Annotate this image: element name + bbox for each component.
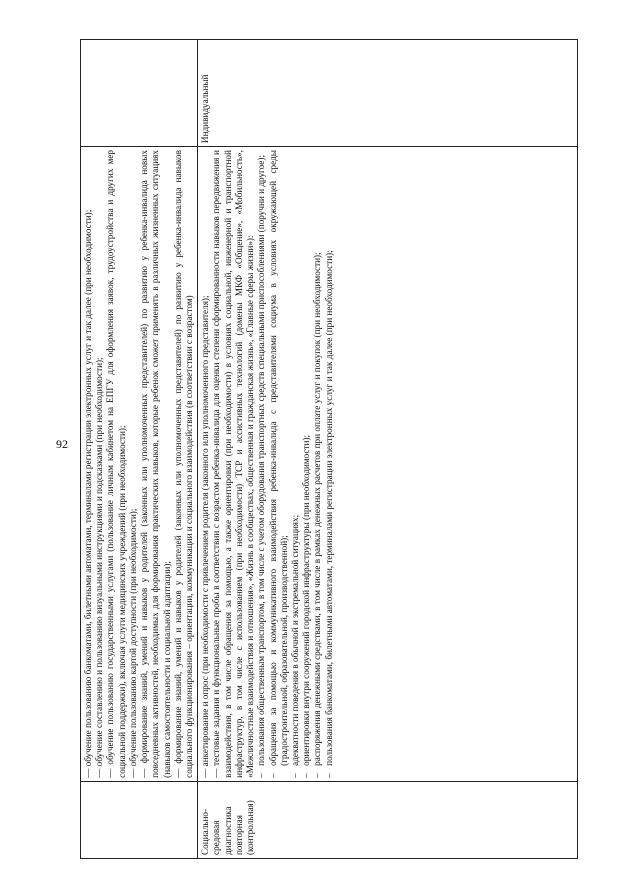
sub-list-item [290,150,301,778]
list-item: — тестовые задания и функциональные пробы в соответствии с возрастом ребенка-инвалида для оценки степени сформированности навыков передвижения и взаимодействия, в том числе обращения за помощью, а также ориентировки (при необходимости) в условиях социальной, инженерной и транспортной инфраструктур, в том числе с использованием (при необходимости) ТСР и ассистивных технологий (домены МКФ «Общение», «Мобильность», «Межличностные взаимодействия и отношения», «Жизнь в сообществах, общественная и гражданская жизнь», «Главные сферы жизни»): [211,150,256,778]
page-number: 92 [56,437,68,451]
dash-marker: – [289,773,300,778]
content-cell [81,147,198,782]
stage-cell: Социально-средовая диагностика повторная (контрольная) [198,781,578,858]
sub-list-item [301,150,312,778]
list-item: — формирование знаний, умений и навыков у родителей (законных или уполномоченных представителей) по развитию у ребенка-инвалида новых повседневных активностей, необходимых для формирования практических навыков, которые ребенок сможет применять в различных жизненных ситуациях (навыков самостоятельности и социальной адаптации); [139,150,172,778]
sub-list-item-text: адекватности поведения в обычной и экстремальной ситуациях; [289,514,300,766]
sub-list-item [268,150,290,778]
content-cell [198,147,578,782]
stage-cell-empty [81,781,198,858]
dash-marker: – [301,773,312,778]
sub-list-item-text: пользования банкоматами, билетными автоматами, терминалами регистрации электронных услуг и так далее (при необходимости); [323,250,334,766]
dash-marker: – [312,773,323,778]
list-item: — обучение составлению и пользованию визуальными инструкциями и подсказками (при необходимости); [94,357,105,778]
list-item: — формирование знаний, умений и навыков у родителей (законных или уполномоченных представителей) по развитию у ребенка-инвалида навыков социального функционирования – ориентации, коммуникации и социального взаимодействия (в соответствии с возрастом) [172,150,194,778]
list-item: — обучение пользованию банкоматами, билетными автоматами, терминалами регистрации электронных услуг и так далее (при необходимости); [83,209,93,778]
table-row [81,40,198,859]
program-table [80,39,578,859]
list-item: — анкетирование и опрос (при необходимости с привлечением родителя (законного или уполномоченного представителя); [200,295,211,778]
sub-list-item-text: распоряжения денежными средствами, в том числе в рамках денежных расчетов при оплате услуг и покупок (при необходимости); [312,252,323,766]
format-cell: Индивидуальный [198,40,578,147]
sub-list-item [312,150,323,778]
dash-marker: – [323,773,334,778]
dash-marker: – [267,773,278,778]
sub-list-item-text: пользования общественным транспортом, в том числе с учетом оборудования транспортных средств специальными приспособлениями (поручни и другое); [256,155,267,766]
table-row [198,40,578,859]
rotated-page-content [80,39,550,859]
list-item: — обучение пользованию картой доступности (при необходимости); [127,508,138,778]
format-cell-empty [81,40,198,147]
sub-list-item [256,150,267,778]
sub-list-item-text: обращения за помощью и коммуникативного взаимодействия ребенка-инвалида с представителями социума в условиях окружающей среды (градостроительной, образовательной, производственной); [267,150,289,766]
sub-list-item [324,150,335,778]
dash-marker: – [256,773,267,778]
sub-list-item-text: ориентировки внутри сооружений городской инфраструктуры (при необходимости); [301,434,312,766]
list-item: — обучение пользованию государственными услугами (пользование личным кабинетом на ЕПГУ для оформления заявок, трудоустройства и других мер социальной поддержки), включая услуги медицинских учреждений (при необходимости); [105,150,127,778]
